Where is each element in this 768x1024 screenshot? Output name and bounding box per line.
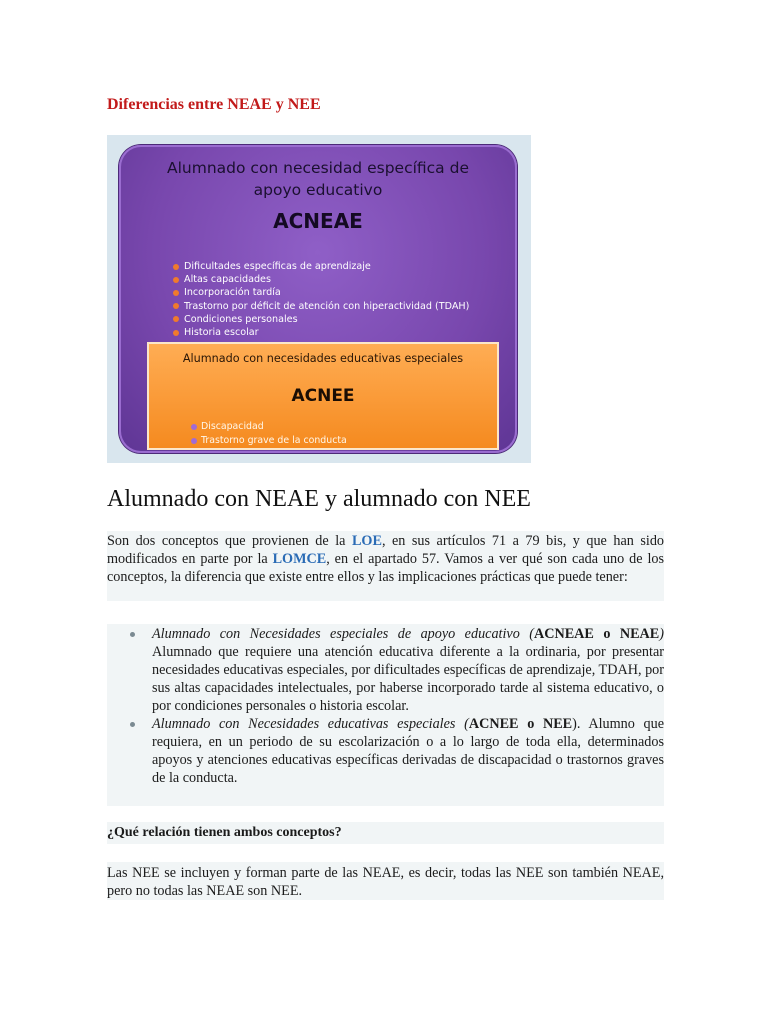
acneae-item-label: Dificultades específicas de aprendizaje — [184, 261, 371, 272]
acneae-title-line1: Alumnado con necesidad específica de — [167, 159, 469, 177]
item-term: Alumnado con Necesidades especiales de apoyo educativo ( — [152, 626, 534, 642]
intro-text-2: , en sus artículos 71 a 79 bis, y que han sido modificados en parte por la — [107, 533, 665, 567]
bullet-dot-icon — [173, 330, 179, 336]
bullet-dot-icon — [173, 303, 179, 309]
acneae-acronym: ACNEAE — [273, 209, 363, 233]
bullet-dot-icon — [173, 290, 179, 296]
acneae-diagram — [107, 135, 531, 463]
acneae-title-line2: apoyo educativo — [253, 181, 383, 199]
conclusion-paragraph: Las NEE se incluyen y forman parte de las NEAE, es decir, todas las NEE son también NEAE, pero no todas las NEAE son NEE. — [107, 865, 664, 899]
acneae-item — [171, 300, 469, 313]
acneae-list — [171, 260, 469, 339]
list-item — [107, 625, 664, 715]
acneae-item — [171, 273, 469, 286]
document-title: Diferencias entre NEAE y NEE — [107, 96, 321, 113]
acnee-item — [189, 434, 347, 448]
acneae-item — [171, 260, 469, 273]
intro-text-3: , en el apartado 57. Vamos a ver qué son cada uno de los conceptos, la diferencia que existe entre ellos y las implicaciones prácticas que puede tener: — [107, 551, 664, 585]
acneae-item-label: Altas capacidades — [184, 274, 271, 286]
bullet-icon — [130, 722, 135, 727]
acneae-item-label: Historia escolar — [184, 327, 259, 339]
acnee-acronym: ACNEE — [291, 386, 355, 406]
acneae-item — [171, 326, 469, 339]
bullet-dot-icon — [191, 424, 197, 430]
intro-text-1: Son dos conceptos que provienen de la — [107, 533, 352, 549]
acneae-item — [171, 286, 469, 299]
acnee-box — [147, 342, 499, 450]
acneae-title — [119, 157, 517, 201]
bullet-dot-icon — [173, 264, 179, 270]
acnee-item — [189, 420, 347, 434]
question-heading: ¿Qué relación tienen ambos conceptos? — [107, 825, 342, 840]
item-description: . Alumno que requiera, en un periodo de su escolarización o a lo largo de toda ella, determinados apoyos y atenciones educativas específicas derivadas de discapacidad o trastornos graves de la conducta. — [152, 716, 664, 786]
loe-link[interactable]: LOE — [351, 533, 382, 549]
bullet-dot-icon — [173, 316, 179, 322]
acnee-item-label: Trastorno grave de la conducta — [201, 435, 347, 446]
bullet-dot-icon — [191, 438, 197, 444]
definitions-list — [107, 625, 664, 787]
acneae-item-label: Incorporación tardía — [184, 287, 281, 299]
bullet-icon — [130, 632, 135, 637]
item-description: Alumnado que requiere una atención educativa diferente a la ordinaria, por presentar necesidades educativas especiales, por dificultades específicas de aprendizaje, TDAH, por sus altas capacidades intelectuales, por haberse incorporado tarde al sistema educativo, o por condiciones personales o historia escolar. — [152, 644, 664, 714]
intro-paragraph — [107, 532, 664, 586]
acnee-item-label: Discapacidad — [201, 421, 264, 432]
section-heading: Alumnado con NEAE y alumnado con NEE — [107, 486, 531, 512]
acneae-box — [119, 145, 517, 453]
acnee-title: Alumnado con necesidades educativas especiales — [182, 352, 464, 365]
acnee-list — [189, 420, 347, 448]
item-term-close: ) — [659, 626, 665, 642]
acneae-item-label: Trastorno por déficit de atención con hiperactividad (TDAH) — [184, 300, 470, 312]
acneae-item-label: Condiciones personales — [184, 313, 298, 325]
item-term-close: ) — [572, 716, 577, 732]
lomce-link[interactable]: LOMCE — [272, 551, 327, 567]
acneae-item — [171, 313, 469, 326]
list-item — [107, 715, 664, 787]
bullet-dot-icon — [173, 277, 179, 283]
item-term: Alumnado con Necesidades educativas especiales ( — [152, 716, 469, 732]
item-acronym: ACNEE o NEE — [468, 716, 573, 732]
item-acronym: ACNEAE o NEAE — [533, 626, 660, 642]
